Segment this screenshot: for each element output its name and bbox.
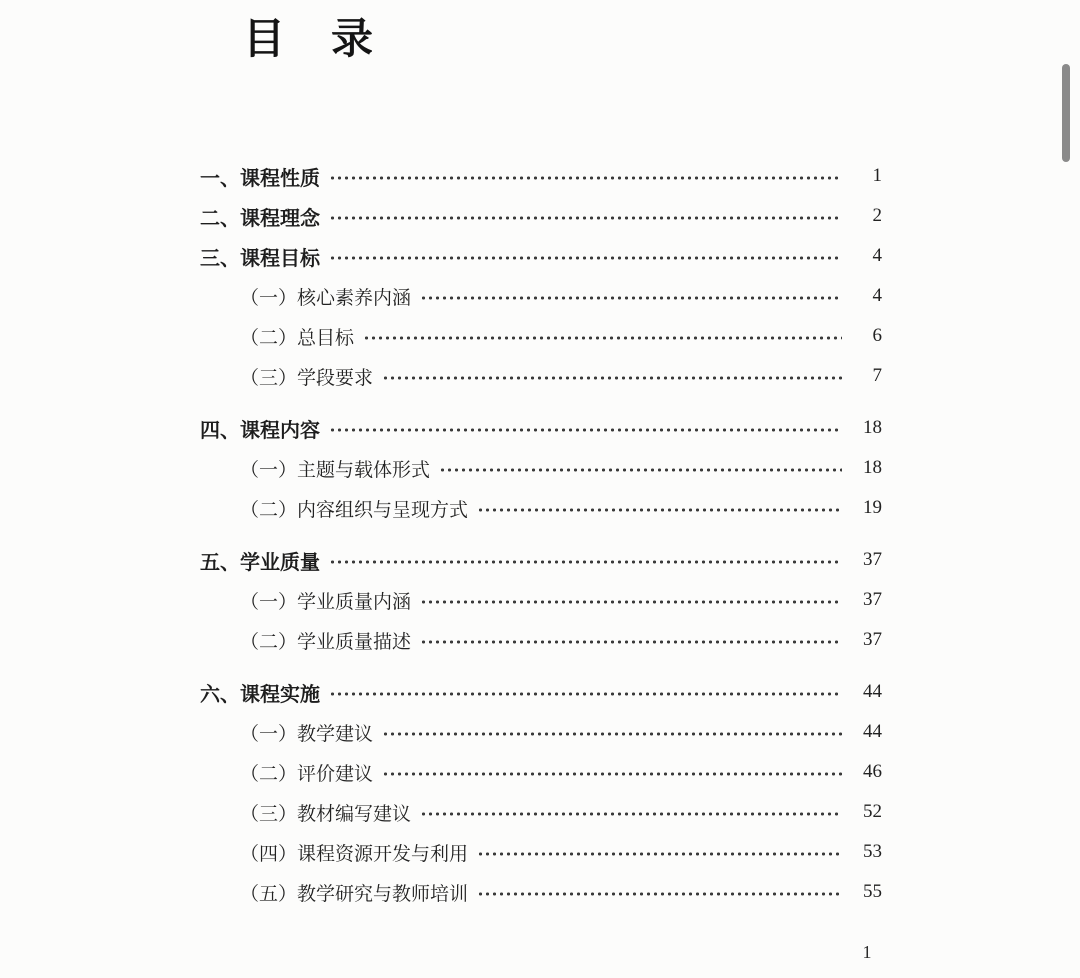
- toc-entry: [200, 448, 882, 488]
- toc-entry-label: （五）教学研究与教师培训: [240, 883, 469, 905]
- toc-entry-page: 44: [863, 681, 882, 702]
- toc-entry-label: 四、课程内容: [200, 419, 320, 442]
- toc-entry-label: （四）课程资源开发与利用: [240, 843, 469, 865]
- toc-entry-page: 46: [863, 761, 882, 782]
- toc-entry-page: 44: [863, 721, 882, 742]
- toc-entry-page: 4: [872, 285, 882, 306]
- toc-entry-page: 18: [863, 457, 882, 478]
- dot-leader: [382, 752, 842, 792]
- toc-entry-page: 19: [863, 497, 882, 518]
- toc-entry-label: （一）核心素养内涵: [240, 287, 412, 309]
- toc-entry: [200, 580, 882, 620]
- dot-leader: [329, 236, 842, 276]
- toc-entry: [200, 276, 882, 316]
- toc-entry: [200, 236, 882, 276]
- toc-entry: [200, 356, 882, 396]
- dot-leader: [477, 832, 842, 872]
- table-of-contents: [200, 156, 882, 912]
- toc-entry-label: （二）评价建议: [240, 763, 374, 785]
- toc-entry: [200, 540, 882, 580]
- toc-entry: [200, 752, 882, 792]
- dot-leader: [329, 672, 842, 712]
- toc-entry: [200, 156, 882, 196]
- toc-entry: [200, 792, 882, 832]
- dot-leader: [439, 448, 842, 488]
- toc-entry-label: 二、课程理念: [200, 207, 320, 230]
- toc-entry-page: 7: [872, 365, 882, 386]
- dot-leader: [329, 540, 842, 580]
- toc-entry: [200, 196, 882, 236]
- toc-entry-page: 52: [863, 801, 882, 822]
- toc-entry-label: （二）学业质量描述: [240, 631, 412, 653]
- toc-entry-page: 18: [863, 417, 882, 438]
- dot-leader: [382, 712, 842, 752]
- toc-entry-label: 六、课程实施: [200, 683, 320, 706]
- toc-entry-page: 37: [863, 549, 882, 570]
- dot-leader: [420, 620, 842, 660]
- toc-entry-label: （三）学段要求: [240, 367, 374, 389]
- toc-entry-label: （一）主题与载体形式: [240, 459, 431, 481]
- footer-page-number: 1: [862, 942, 872, 962]
- toc-entry: [200, 672, 882, 712]
- dot-leader: [329, 408, 842, 448]
- toc-entry: [200, 620, 882, 660]
- toc-entry: [200, 316, 882, 356]
- dot-leader: [477, 488, 842, 528]
- toc-entry-page: 2: [872, 205, 882, 226]
- toc-entry: [200, 488, 882, 528]
- toc-entry-page: 37: [863, 629, 882, 650]
- page-title: 目 录: [243, 15, 376, 62]
- dot-leader: [329, 156, 842, 196]
- dot-leader: [420, 580, 842, 620]
- toc-entry: [200, 712, 882, 752]
- toc-entry: [200, 832, 882, 872]
- dot-leader: [382, 356, 842, 396]
- dot-leader: [477, 872, 842, 912]
- toc-entry-label: （一）学业质量内涵: [240, 591, 412, 613]
- toc-entry-label: （一）教学建议: [240, 723, 374, 745]
- dot-leader: [420, 792, 842, 832]
- toc-entry-label: （二）内容组织与呈现方式: [240, 499, 469, 521]
- scrollbar-thumb[interactable]: [1062, 64, 1070, 162]
- toc-entry-page: 37: [863, 589, 882, 610]
- toc-entry-page: 55: [863, 881, 882, 902]
- toc-entry: [200, 872, 882, 912]
- toc-entry-label: 五、学业质量: [200, 551, 320, 574]
- toc-entry-page: 1: [872, 165, 882, 186]
- toc-entry: [200, 408, 882, 448]
- dot-leader: [420, 276, 842, 316]
- toc-entry-label: （三）教材编写建议: [240, 803, 412, 825]
- toc-entry-page: 4: [872, 245, 882, 266]
- toc-entry-label: 一、课程性质: [200, 167, 320, 190]
- dot-leader: [363, 316, 842, 356]
- toc-entry-label: （二）总目标: [240, 327, 355, 349]
- toc-entry-label: 三、课程目标: [200, 247, 320, 270]
- dot-leader: [329, 196, 842, 236]
- toc-entry-page: 53: [863, 841, 882, 862]
- toc-entry-page: 6: [872, 325, 882, 346]
